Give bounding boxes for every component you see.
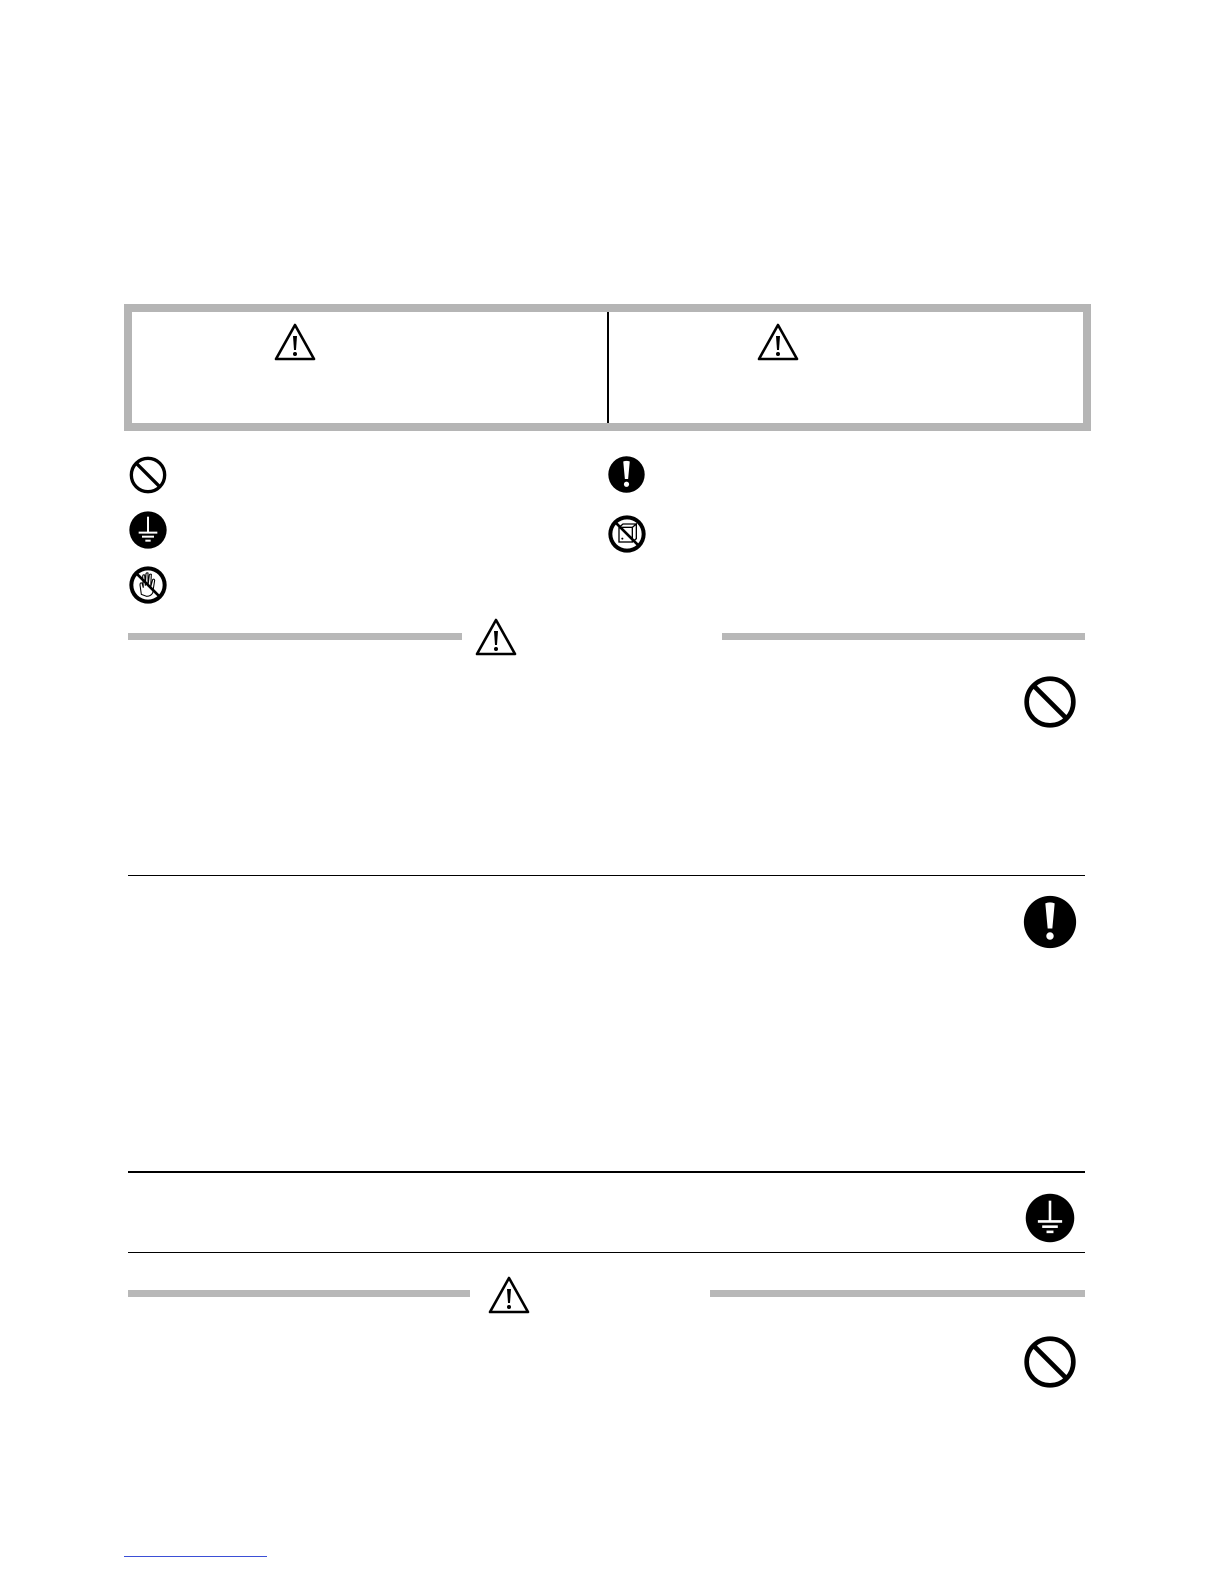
warning-triangle-icon bbox=[756, 322, 800, 362]
warning-triangle-icon bbox=[474, 617, 518, 657]
prohibition-icon bbox=[1022, 674, 1078, 730]
do-not-disassemble-icon bbox=[607, 514, 647, 554]
section-heading-bar-left bbox=[128, 1290, 470, 1297]
definition-box-divider bbox=[607, 312, 609, 423]
prohibition-icon bbox=[1022, 1334, 1078, 1390]
footer-link-underline[interactable] bbox=[124, 1556, 267, 1557]
entry-divider bbox=[128, 875, 1085, 876]
section-heading-bar-right bbox=[710, 1290, 1085, 1297]
warning-triangle-icon bbox=[273, 322, 317, 362]
entry-divider bbox=[128, 1171, 1085, 1173]
ground-connection-icon bbox=[128, 510, 168, 550]
entry-divider bbox=[128, 1252, 1085, 1253]
section-heading-bar-right bbox=[722, 633, 1085, 640]
mandatory-action-icon bbox=[607, 455, 646, 494]
ground-connection-icon bbox=[1024, 1192, 1076, 1244]
mandatory-action-icon bbox=[1022, 894, 1078, 950]
prohibition-icon bbox=[128, 455, 168, 495]
hazard-definition-box bbox=[124, 304, 1091, 431]
section-heading-bar-left bbox=[128, 633, 462, 640]
do-not-touch-icon bbox=[128, 565, 168, 605]
warning-triangle-icon bbox=[487, 1275, 531, 1315]
